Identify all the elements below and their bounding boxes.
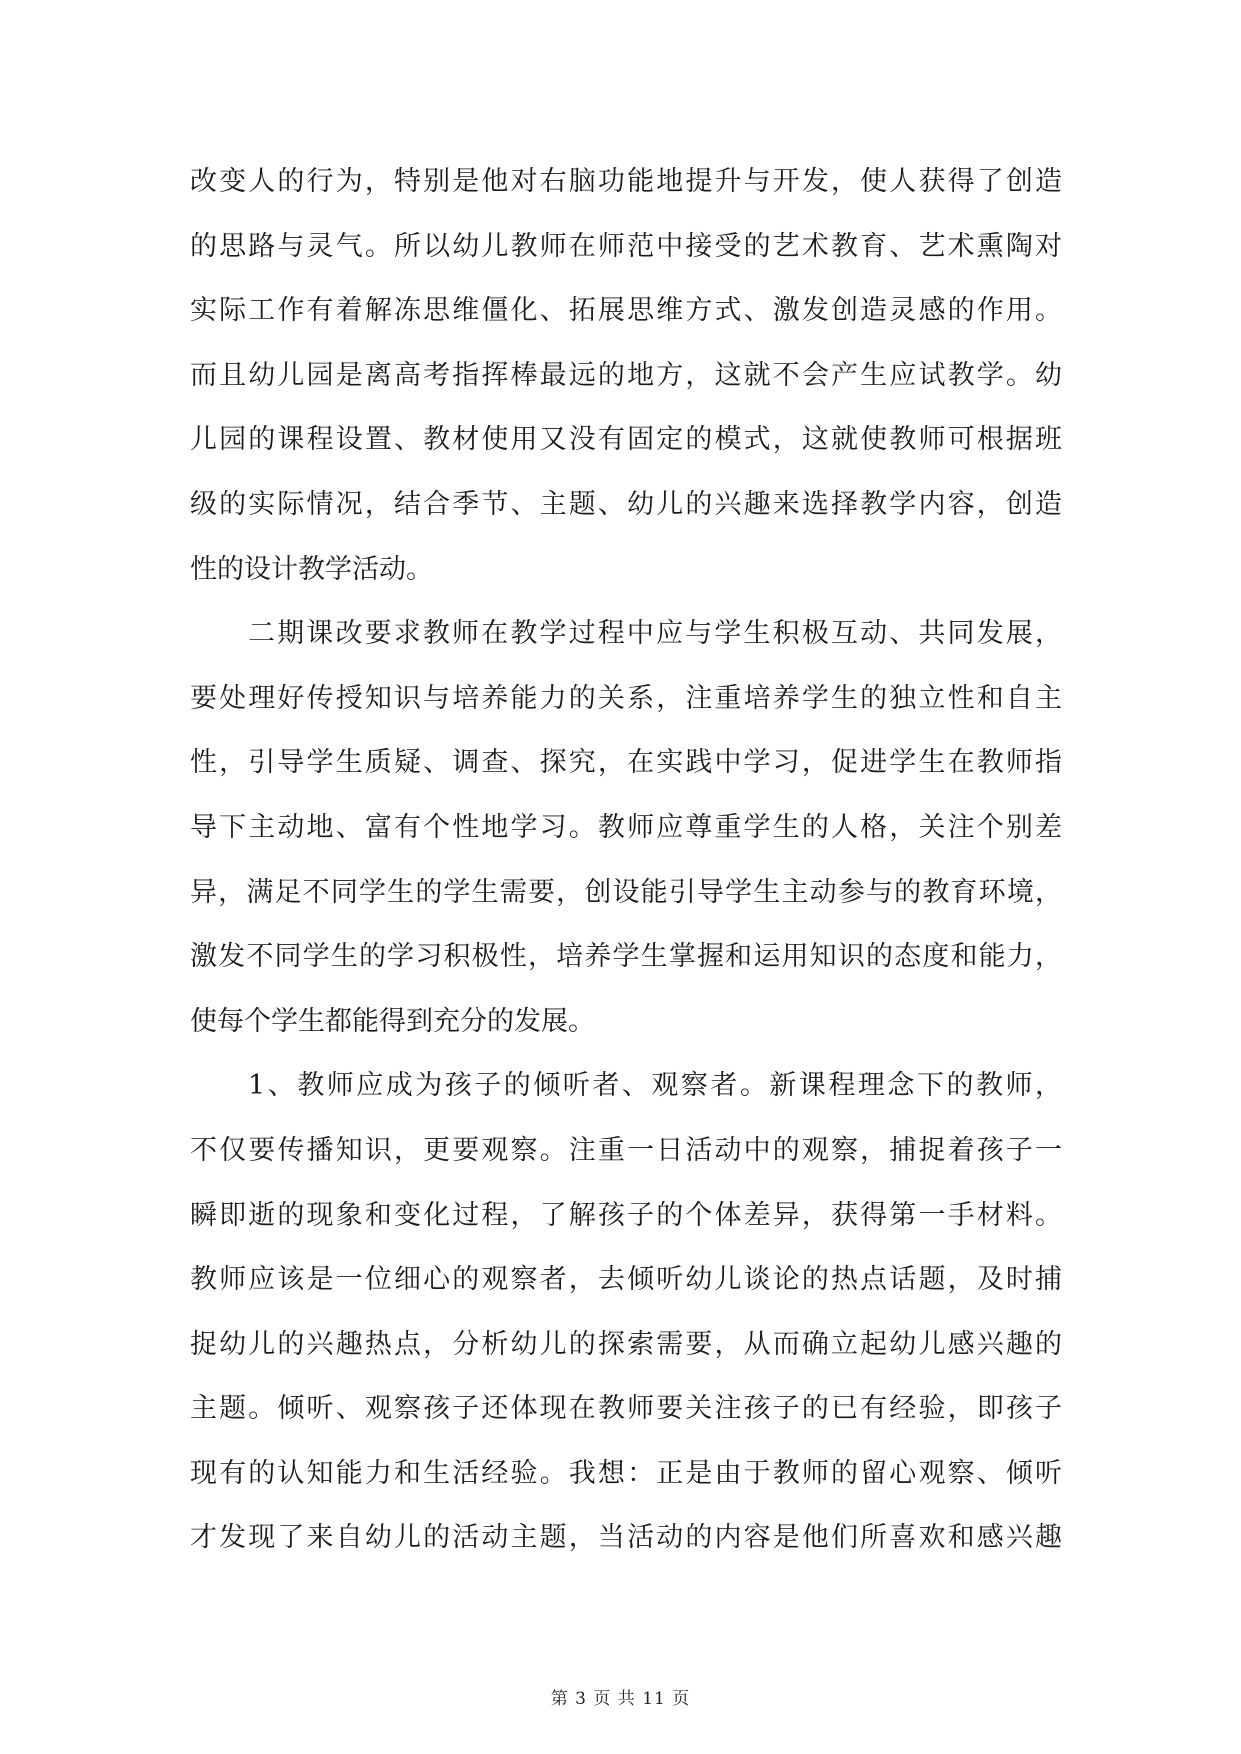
text-line: 实际工作有着解冻思维僵化、拓展思维方式、激发创造灵感的作用。 <box>190 295 1062 327</box>
text-line: 导下主动地、富有个性地学习。教师应尊重学生的人格，关注个别差 <box>190 811 1062 843</box>
text-line: 激发不同学生的学习积极性，培养学生掌握和运用知识的态度和能力， <box>190 941 1062 973</box>
text-line: 1、教师应成为孩子的倾听者、观察者。新课程理念下的教师， <box>248 1070 1062 1102</box>
text-line: 性的设计教学活动。 <box>190 553 433 585</box>
text-line: 改变人的行为，特别是他对右脑功能地提升与开发，使人获得了创造 <box>190 166 1062 197</box>
text-line: 瞬即逝的现象和变化过程，了解孩子的个体差异，获得第一手材料。 <box>190 1199 1062 1231</box>
text-line: 二期课改要求教师在教学过程中应与学生积极互动、共同发展， <box>248 618 1062 650</box>
text-line: 现有的认知能力和生活经验。我想：正是由于教师的留心观察、倾听 <box>190 1457 1062 1489</box>
text-line: 的思路与灵气。所以幼儿教师在师范中接受的艺术教育、艺术熏陶对 <box>190 230 1062 262</box>
paragraph <box>190 1054 1062 1571</box>
paragraph <box>190 602 1062 1054</box>
text-line: 而且幼儿园是离高考指挥棒最远的地方，这就不会产生应试教学。幼 <box>190 359 1062 391</box>
text-line: 儿园的课程设置、教材使用又没有固定的模式，这就使教师可根据班 <box>190 424 1062 456</box>
text-line: 主题。倾听、观察孩子还体现在教师要关注孩子的已有经验，即孩子 <box>190 1393 1062 1425</box>
text-line: 性，引导学生质疑、调查、探究，在实践中学习，促进学生在教师指 <box>190 747 1062 779</box>
text-line: 使每个学生都能得到充分的发展。 <box>190 1005 595 1037</box>
text-line: 级的实际情况，结合季节、主题、幼儿的兴趣来选择教学内容，创造 <box>190 488 1062 520</box>
paragraph <box>190 150 1062 602</box>
text-line: 要处理好传授知识与培养能力的关系，注重培养学生的独立性和自主 <box>190 682 1062 714</box>
body-text <box>190 150 1062 1571</box>
text-line: 捉幼儿的兴趣热点，分析幼儿的探索需要，从而确立起幼儿感兴趣的 <box>190 1328 1062 1360</box>
page-number: 第 3 页 共 11 页 <box>550 1689 691 1709</box>
text-line: 教师应该是一位细心的观察者，去倾听幼儿谈论的热点话题，及时捕 <box>190 1264 1062 1296</box>
text-line: 不仅要传播知识，更要观察。注重一日活动中的观察，捕捉着孩子一 <box>190 1134 1062 1166</box>
text-line: 异，满足不同学生的学生需要，创设能引导学生主动参与的教育环境， <box>190 876 1062 908</box>
page-footer <box>0 1687 1241 1711</box>
text-line: 才发现了来自幼儿的活动主题，当活动的内容是他们所喜欢和感兴趣 <box>190 1522 1062 1554</box>
